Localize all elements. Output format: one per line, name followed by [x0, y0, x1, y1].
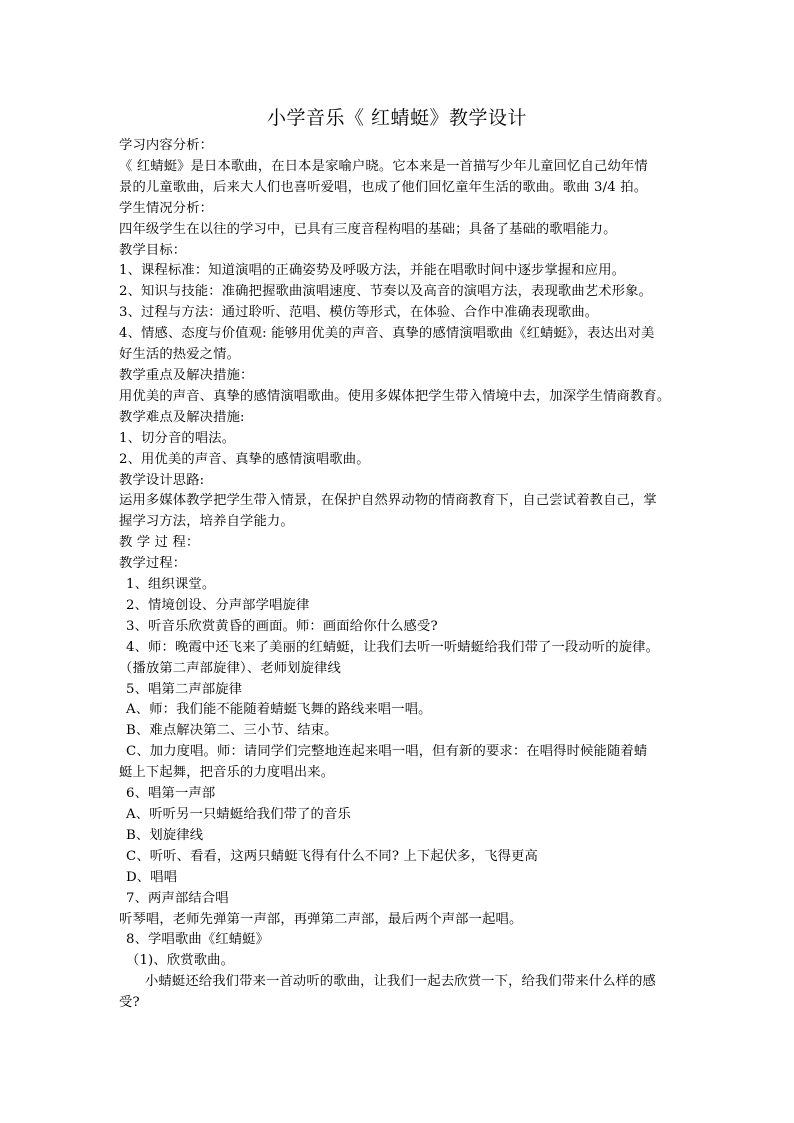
list-item: 2、知识与技能：准确把握歌曲演唱速度、节奏以及高音的演唱方法，表现歌曲艺术形象。 [119, 284, 653, 300]
list-item: 2、用优美的声音、真挚的感情演唱歌曲。 [119, 451, 370, 467]
list-item: A、师：我们能不能随着蜻蜓飞舞的路线来唱一唱。 [126, 702, 432, 718]
list-item: B、难点解决第二、三小节、结束。 [126, 723, 338, 739]
list-item: B、划旋律线 [126, 827, 204, 843]
section-heading-teaching-process: 教学过程： [119, 556, 187, 572]
paragraph-line: 用优美的声音、真挚的感情演唱歌曲。使用多媒体把学生带入情境中去，加深学生情商教育。 [119, 388, 671, 404]
list-item: 4、师：晚霞中还飞来了美丽的红蜻蜓，让我们去听一听蜻蜓给我们带了一段动听的旋律。 [126, 639, 660, 655]
list-item: 7、两声部结合唱 [126, 890, 229, 906]
section-heading-teaching-goals: 教学目标： [119, 242, 187, 258]
list-item: 8、学唱歌曲《红蜻蜓》 [126, 932, 270, 948]
list-item: 3、听音乐欣赏黄昏的画面。师：画面给你什么感受? [126, 618, 438, 634]
list-item: D、唱唱 [126, 869, 178, 885]
paragraph-line: 听琴唱，老师先弹第一声部，再弹第二声部，最后两个声部一起唱。 [119, 911, 523, 927]
document-title: 小学音乐《 红蜻蜓》教学设计 [266, 107, 528, 129]
paragraph-line: 运用多媒体教学把学生带入情景，在保护自然界动物的情商教育下，自己尝试着教自己，掌 [119, 493, 657, 509]
paragraph-line: 四年级学生在以往的学习中，已具有三度音程构唱的基础；具备了基础的歌唱能力。 [119, 221, 617, 237]
paragraph-line: 《 红蜻蜓》是日本歌曲，在日本是家喻户晓。它本来是一首描写少年儿童回忆自己幼年情 [119, 158, 648, 174]
list-item: 2、情境创设、分声部学唱旋律 [126, 597, 310, 613]
document-body [119, 136, 679, 1014]
paragraph-line: 握学习方法，培养自学能力。 [119, 514, 294, 530]
paragraph-line: 蜓上下起舞，把音乐的力度唱出来。 [119, 765, 335, 781]
section-heading-student-analysis: 学生情况分析： [119, 200, 214, 216]
list-item: 3、过程与方法：通过聆听、范唱、模仿等形式，在体验、合作中准确表现歌曲。 [119, 305, 599, 321]
section-heading-design-idea: 教学设计思路: [119, 472, 205, 488]
paragraph-line: 小蜻蜓还给我们带来一首动听的歌曲，让我们一起去欣赏一下，给我们带来什么样的感 [145, 974, 656, 990]
list-item: 1、切分音的唱法。 [119, 430, 236, 446]
section-heading-difficulties: 教学难点及解决措施: [119, 409, 245, 425]
section-heading-content-analysis: 学习内容分析： [119, 138, 214, 153]
list-item: 6、唱第一声部 [126, 786, 216, 802]
list-item: 5、唱第二声部旋律 [126, 681, 243, 697]
section-heading-teaching-process-spaced: 教 学 过 程： [119, 535, 200, 551]
list-item: （1)、欣赏歌曲。 [126, 953, 235, 969]
paragraph-line: 景的儿童歌曲，后来大人们也喜听爱唱，也成了他们回忆童年生活的歌曲。歌曲 3/4 拍。 [119, 179, 648, 195]
paragraph-line: 受? [119, 995, 140, 1011]
list-item: C、听听、看看，这两只蜻蜓飞得有什么不同? 上下起伏多，飞得更高 [126, 848, 538, 864]
list-item: 4、情感、态度与价值观: 能够用优美的声音、真挚的感情演唱歌曲《红蜻蜓》，表达出对美 [119, 326, 655, 342]
list-item: A、听听另一只蜻蜓给我们带了的音乐 [126, 807, 351, 822]
paragraph-line: （播放第二声部旋律）、老师划旋律线 [119, 660, 341, 676]
list-item: 1、组织课堂。 [126, 577, 216, 593]
paragraph-line: 好生活的热爱之情。 [119, 347, 241, 363]
section-heading-key-points: 教学重点及解决措施： [119, 367, 254, 383]
list-item: C、加力度唱。师：请同学们完整地连起来唱一唱，但有新的要求：在唱得时候能随着蜻 [126, 744, 648, 760]
list-item: 1、课程标准：知道演唱的正确姿势及呼吸方法，并能在唱歌时间中逐步掌握和应用。 [119, 263, 626, 279]
